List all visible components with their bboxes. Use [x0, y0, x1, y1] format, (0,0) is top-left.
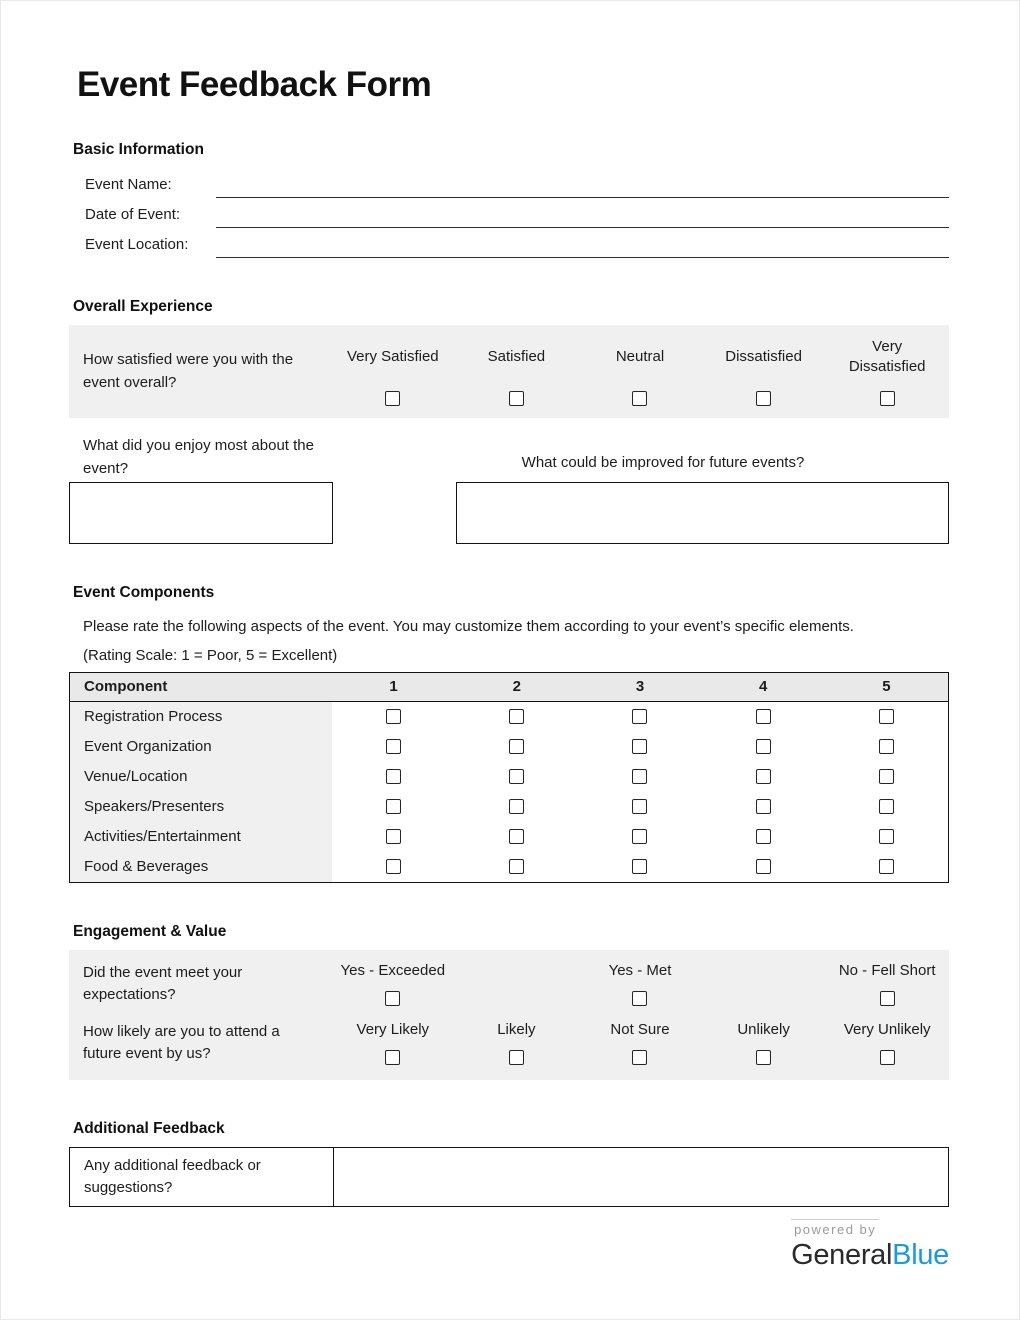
rating-checkbox[interactable] [879, 739, 894, 754]
rating-checkbox[interactable] [756, 769, 771, 784]
rating-checkbox[interactable] [386, 829, 401, 844]
overall-experience-heading: Overall Experience [73, 298, 213, 315]
option-label-unlikely: Unlikely [737, 1020, 790, 1038]
rating-checkbox[interactable] [756, 739, 771, 754]
rating-cell [332, 732, 455, 762]
additional-feedback-box [69, 1147, 949, 1207]
expectations-question-row [69, 960, 949, 1007]
option-label-very-dissatisfied: Very Dissatisfied [848, 338, 926, 376]
checkbox-yes-met[interactable] [632, 991, 647, 1006]
rating-checkbox[interactable] [386, 799, 401, 814]
column-header-1: 1 [332, 673, 455, 702]
enjoy-most-textbox[interactable] [69, 482, 333, 544]
additional-feedback-textbox[interactable] [334, 1148, 948, 1206]
component-label-food-beverages: Food & Beverages [70, 852, 332, 882]
rating-checkbox[interactable] [756, 859, 771, 874]
rating-checkbox[interactable] [509, 709, 524, 724]
rating-checkbox[interactable] [386, 859, 401, 874]
rating-checkbox[interactable] [632, 859, 647, 874]
additional-feedback-section [69, 1120, 949, 1207]
option-label-dissatisfied: Dissatisfied [725, 348, 802, 366]
column-header-2: 2 [455, 673, 578, 702]
rating-cell [455, 792, 578, 822]
rating-cell [825, 762, 948, 792]
component-label-event-organization: Event Organization [70, 732, 332, 762]
rating-cell [455, 852, 578, 882]
date-of-event-field[interactable] [216, 198, 949, 228]
enjoy-most-question: What did you enjoy most about the event? [83, 436, 314, 477]
open-questions-row [69, 434, 949, 481]
event-location-label: Event Location: [85, 236, 189, 253]
component-label-venue-location: Venue/Location [70, 762, 332, 792]
column-header-5: 5 [825, 673, 948, 702]
rating-checkbox[interactable] [756, 709, 771, 724]
checkbox-satisfied[interactable] [509, 391, 524, 406]
checkbox-likely[interactable] [509, 1050, 524, 1065]
overall-experience-section [69, 298, 949, 544]
event-location-field[interactable] [216, 228, 949, 258]
open-answers-row [69, 482, 949, 544]
checkbox-cell [578, 382, 702, 406]
basic-info-row [69, 228, 949, 258]
option-label-no-fell-short: No - Fell Short [838, 961, 936, 979]
rating-cell [702, 822, 825, 852]
rating-cell [332, 762, 455, 792]
rating-cell [455, 702, 578, 732]
satisfaction-question: How satisfied were you with the event overall? [83, 351, 294, 391]
checkbox-cell [702, 1041, 826, 1066]
additional-feedback-question: Any additional feedback or suggestions? [70, 1148, 334, 1206]
event-name-label: Event Name: [85, 176, 172, 193]
rating-cell [578, 852, 701, 882]
column-header-component: Component [70, 673, 332, 702]
rating-cell [332, 852, 455, 882]
date-of-event-label: Date of Event: [85, 206, 181, 223]
rating-cell [578, 792, 701, 822]
rating-checkbox[interactable] [879, 829, 894, 844]
checkbox-unlikely[interactable] [756, 1050, 771, 1065]
component-label-registration-process: Registration Process [70, 702, 332, 732]
rating-cell [702, 852, 825, 882]
rating-cell [455, 732, 578, 762]
rating-checkbox[interactable] [632, 829, 647, 844]
checkbox-cell [702, 382, 826, 406]
rating-cell [825, 792, 948, 822]
rating-cell [702, 792, 825, 822]
rating-cell [825, 822, 948, 852]
checkbox-cell [825, 982, 949, 1007]
rating-checkbox[interactable] [756, 829, 771, 844]
checkbox-very-satisfied[interactable] [385, 391, 400, 406]
brand-general-text: General [791, 1238, 893, 1271]
rating-checkbox[interactable] [509, 739, 524, 754]
checkbox-very-likely[interactable] [385, 1050, 400, 1065]
components-rating-table [69, 672, 949, 883]
option-label-not-sure: Not Sure [610, 1020, 670, 1038]
rating-cell [825, 702, 948, 732]
rating-checkbox[interactable] [879, 799, 894, 814]
event-components-heading: Event Components [73, 584, 215, 601]
basic-info-row [69, 198, 949, 228]
checkbox-not-sure[interactable] [632, 1050, 647, 1065]
expectations-question: Did the event meet your expectations? [83, 963, 243, 1004]
rating-cell [825, 852, 948, 882]
rating-cell [455, 822, 578, 852]
rating-checkbox[interactable] [632, 709, 647, 724]
column-header-4: 4 [702, 673, 825, 702]
rating-cell [578, 762, 701, 792]
checkbox-cell [578, 982, 702, 1007]
checkbox-yes-exceeded[interactable] [385, 991, 400, 1006]
checkbox-dissatisfied[interactable] [756, 391, 771, 406]
rating-checkbox[interactable] [632, 769, 647, 784]
checkbox-neutral[interactable] [632, 391, 647, 406]
rating-cell [702, 702, 825, 732]
option-label-yes-met: Yes - Met [608, 961, 672, 979]
basic-info-row [69, 168, 949, 198]
engagement-matrix [69, 950, 949, 1080]
rating-cell [578, 732, 701, 762]
checkbox-cell [578, 1041, 702, 1066]
option-label-satisfied: Satisfied [487, 348, 546, 366]
basic-information-section [69, 141, 949, 258]
basic-information-heading: Basic Information [73, 141, 204, 158]
event-components-section [69, 584, 949, 883]
rating-cell [332, 822, 455, 852]
rating-checkbox[interactable] [879, 709, 894, 724]
improvements-question: What could be improved for future events? [521, 454, 805, 471]
improvements-textbox[interactable] [456, 482, 949, 544]
rating-checkbox[interactable] [632, 799, 647, 814]
powered-by-text: powered by [791, 1219, 879, 1237]
option-label-neutral: Neutral [615, 348, 665, 366]
checkbox-cell [331, 1041, 455, 1066]
checkbox-no-fell-short[interactable] [880, 991, 895, 1006]
rating-checkbox[interactable] [386, 709, 401, 724]
option-label-very-satisfied: Very Satisfied [346, 348, 439, 366]
additional-feedback-heading: Additional Feedback [73, 1119, 225, 1137]
option-label-yes-exceeded: Yes - Exceeded [340, 961, 446, 979]
rating-checkbox[interactable] [386, 739, 401, 754]
rating-checkbox[interactable] [509, 829, 524, 844]
checkbox-cell [825, 382, 949, 406]
option-label-very-likely: Very Likely [356, 1020, 430, 1038]
rating-checkbox[interactable] [509, 859, 524, 874]
rating-cell [825, 732, 948, 762]
checkbox-very-dissatisfied[interactable] [880, 391, 895, 406]
rating-scale-note: (Rating Scale: 1 = Poor, 5 = Excellent) [83, 646, 338, 664]
likelihood-question: How likely are you to attend a future event by us? [83, 1022, 280, 1063]
rating-cell [702, 762, 825, 792]
page-title: Event Feedback Form [77, 65, 432, 104]
engagement-value-section [69, 923, 949, 1080]
rating-cell [578, 702, 701, 732]
generalblue-logo [791, 1239, 949, 1272]
component-label-speakers-presenters: Speakers/Presenters [70, 792, 332, 822]
event-name-field[interactable] [216, 168, 949, 198]
rating-checkbox[interactable] [509, 799, 524, 814]
checkbox-cell [825, 1041, 949, 1066]
rating-checkbox[interactable] [632, 739, 647, 754]
rating-cell [332, 702, 455, 732]
likelihood-question-row [69, 1019, 949, 1066]
footer [791, 1219, 949, 1272]
option-label-likely: Likely [497, 1020, 536, 1038]
checkbox-very-unlikely[interactable] [880, 1050, 895, 1065]
checkbox-cell [331, 382, 455, 406]
brand-blue-text: Blue [892, 1238, 949, 1271]
rating-checkbox[interactable] [509, 769, 524, 784]
checkbox-cell [331, 982, 455, 1007]
checkbox-cell [455, 1041, 579, 1066]
component-label-activities-entertainment: Activities/Entertainment [70, 822, 332, 852]
rating-checkbox[interactable] [879, 769, 894, 784]
rating-checkbox[interactable] [386, 769, 401, 784]
column-header-3: 3 [578, 673, 701, 702]
components-instructions: Please rate the following aspects of the event. You may customize them according to your event’s specific elements. [83, 618, 854, 635]
satisfaction-matrix [69, 325, 949, 418]
engagement-value-heading: Engagement & Value [73, 922, 227, 940]
rating-cell [702, 732, 825, 762]
rating-cell [578, 822, 701, 852]
rating-cell [332, 792, 455, 822]
rating-checkbox[interactable] [756, 799, 771, 814]
checkbox-cell [455, 382, 579, 406]
option-label-very-unlikely: Very Unlikely [843, 1020, 931, 1038]
rating-checkbox[interactable] [879, 859, 894, 874]
rating-cell [455, 762, 578, 792]
